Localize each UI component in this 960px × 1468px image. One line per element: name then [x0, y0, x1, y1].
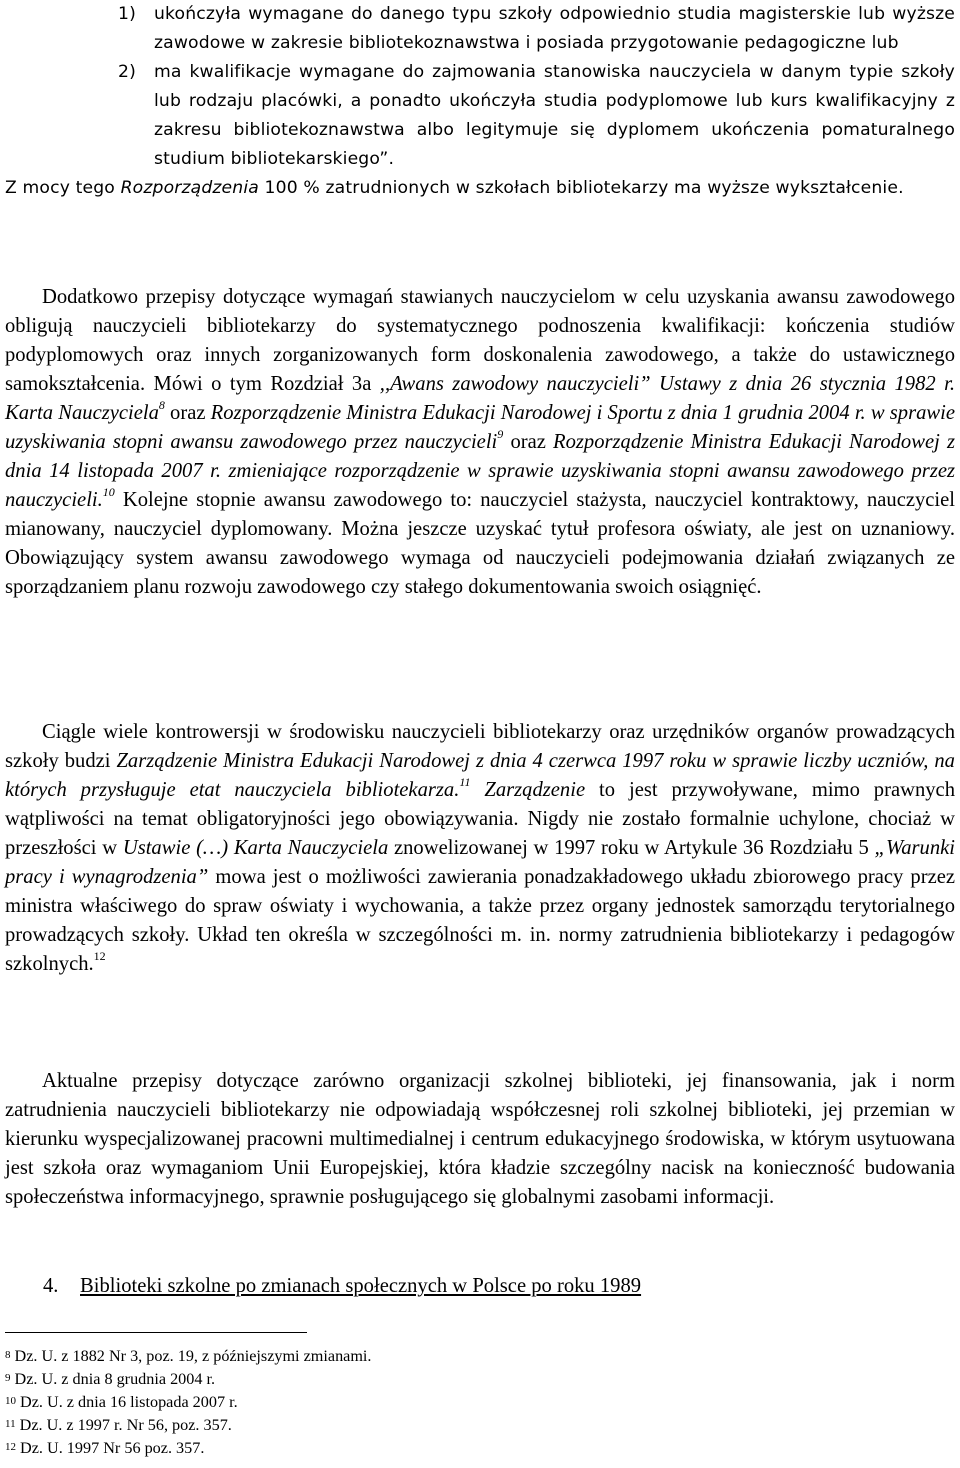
footnote-text: Dz. U. z dnia 8 grudnia 2004 r. — [14, 1370, 216, 1388]
text-run-italic: Ustawie (…) Karta Nauczyciela — [122, 837, 389, 859]
heading-title: Biblioteki szkolne po zmianach społecznych w Polsce po roku 1989 — [80, 1275, 642, 1297]
footnote-mark: 11 — [5, 1418, 16, 1430]
text-run-italic: Zarządzenie — [484, 779, 586, 801]
intro-paragraph — [5, 174, 955, 203]
text-run: Kolejne stopnie awansu zawodowego to: nauczyciel stażysta, nauczyciel kontraktowy, nauczyciel mianowany, nauczyciel dyplomowany. Można jeszcze uzyskać tytuł profesora oświaty, ale jest on uznaniowy. Obowiązujący system awansu zawodowego wymaga od nauczycieli podejmowania działań związanych ze sporządzaniem planu rozwoju zawodowego czy stałego dokumentowania swoich osiągnięć. — [5, 489, 955, 598]
footnote-ref: 11 — [459, 775, 471, 790]
list-text: ma kwalifikacje wymagane do zajmowania stanowiska nauczyciela w danym typie szkoły lub rodzaju placówki, a ponadto ukończyła studia podyplomowe lub kurs kwalifikacyjny z zakresu bibliotekoznawstwa albo legitymuje się dyplomem ukończenia pomaturalnego studium bibliotekarskiego”. — [154, 62, 955, 169]
text-run: Z mocy tego — [5, 178, 121, 198]
text-run-italic: „Warunki pracy i wynagrodzenia” — [5, 837, 955, 888]
footnote-ref: 8 — [158, 398, 165, 413]
text-run-italic: Rozporządzenie Ministra Edukacji Narodowej z dnia 14 listopada 2007 r. zmieniające rozporządzenie w sprawie uzyskiwania stopni awansu zawodowego przez nauczycieli. — [5, 431, 956, 511]
footnote-ref: 10 — [102, 485, 115, 500]
text-run: mowa jest o możliwości zawierania ponadzakładowego układu zbiorowego pracy przez ministra właściwego do spraw oświaty i wychowania, a także przez organy jednostek samorządu terytorialnego prowadzących szkoły. Układ ten określa w szczególności m. in. normy zatrudnienia bibliotekarzy i pedagogów szkolnych. — [5, 866, 955, 975]
footnote — [5, 1345, 371, 1368]
list-text: ukończyła wymagane do danego typu szkoły odpowiednio studia magisterskie lub wyższe zawodowe w zakresie bibliotekoznawstwa i posiada przygotowanie pedagogiczne lub — [154, 4, 955, 53]
text-run-italic: ,,Awans zawodowy nauczycieli” Ustawy z dnia 26 stycznia 1982 r. Karta Nauczyciela — [5, 373, 955, 424]
footnote — [5, 1414, 371, 1437]
footnote-divider — [5, 1332, 307, 1333]
footnote-mark: 10 — [5, 1395, 16, 1407]
list-item — [5, 0, 955, 58]
text-run: to jest przywoływane, mimo prawnych wątpliwości na temat obligatoryjności jego obowiązywania. Nigdy nie zostało formalnie uchylone, chociaż w przeszłości w — [5, 779, 955, 859]
footnote-text: Dz. U. z 1997 r. Nr 56, poz. 357. — [19, 1416, 232, 1434]
text-run — [470, 779, 484, 801]
text-run: Ciągle wiele kontrowersji w środowisku nauczycieli bibliotekarzy oraz urzędników organów prowadzących szkoły budzi — [5, 721, 955, 772]
footnote-mark: 12 — [5, 1441, 16, 1453]
paragraph-aktualne — [5, 1067, 955, 1212]
text-run-italic: Rozporządzenie Ministra Edukacji Narodowej i Sportu z dnia 1 grudnia 2004 r. w sprawie uzyskiwania stopni awansu zawodowego przez nauczycieli — [5, 402, 955, 453]
text-run: oraz — [164, 402, 211, 424]
footnote — [5, 1391, 371, 1414]
footnote-mark: 9 — [5, 1372, 11, 1384]
footnote-text: Dz. U. 1997 Nr 56 poz. 357. — [20, 1439, 205, 1457]
list-item — [5, 58, 955, 174]
footnote-text: Dz. U. z dnia 16 listopada 2007 r. — [20, 1393, 238, 1411]
footnotes — [5, 1345, 371, 1460]
list-number: 2) — [118, 62, 136, 82]
heading-number: 4. — [43, 1275, 59, 1297]
text-run: 100 % zatrudnionych w szkołach bibliotekarzy ma wyższe wykształcenie. — [258, 178, 904, 198]
footnote-ref: 9 — [497, 427, 504, 442]
footnote-text: Dz. U. z 1882 Nr 3, poz. 19, z późniejszymi zmianami. — [14, 1347, 372, 1365]
footnote — [5, 1368, 371, 1391]
text-run: oraz — [503, 431, 554, 453]
paragraph-text: Aktualne przepisy dotyczące zarówno organizacji szkolnej biblioteki, jej finansowania, jak i norm zatrudnienia nauczycieli bibliotekarzy nie odpowiadają współczesnej roli szkolnej biblioteki, jej przemian w kierunku wyspecjalizowanej pracowni multimedialnej i centrum edukacyjnego środowiska, w którym usytuowana jest szkoła oraz wymaganiom Unii Europejskiej, która kładzie szczególny nacisk na konieczność budowania społeczeństwa informacyjnego, sprawnie posługującego się globalnymi zasobami informacji. — [5, 1070, 955, 1208]
text-run: Dodatkowo przepisy dotyczące wymagań stawianych nauczycielom w celu uzyskania awansu zawodowego obligują nauczycieli bibliotekarzy do systematycznego podnoszenia kwalifikacji: kończenia studiów podyplomowych oraz innych zorganizowanych form doskonalenia zawodowego, a także do ustawicznego samokształcenia. Mówi o tym Rozdział 3a — [5, 286, 955, 395]
footnote-ref: 12 — [93, 949, 106, 964]
footnote — [5, 1437, 371, 1460]
text-run-italic: Rozporządzenia — [120, 178, 259, 198]
footnote-mark: 8 — [5, 1349, 11, 1361]
paragraph-awans — [5, 283, 955, 602]
text-run: znowelizowanej w 1997 roku w Artykule 36 Rozdziału 5 — [388, 837, 875, 859]
text-run-italic: Zarządzenie Ministra Edukacji Narodowej z dnia 4 czerwca 1997 roku w sprawie liczby uczniów, na których przysługuje etat nauczyciela bibliotekarza. — [5, 750, 955, 801]
list-number: 1) — [118, 4, 136, 24]
paragraph-zarzadzenie — [5, 718, 955, 979]
section-heading — [43, 1272, 641, 1301]
qualification-list — [5, 0, 955, 203]
